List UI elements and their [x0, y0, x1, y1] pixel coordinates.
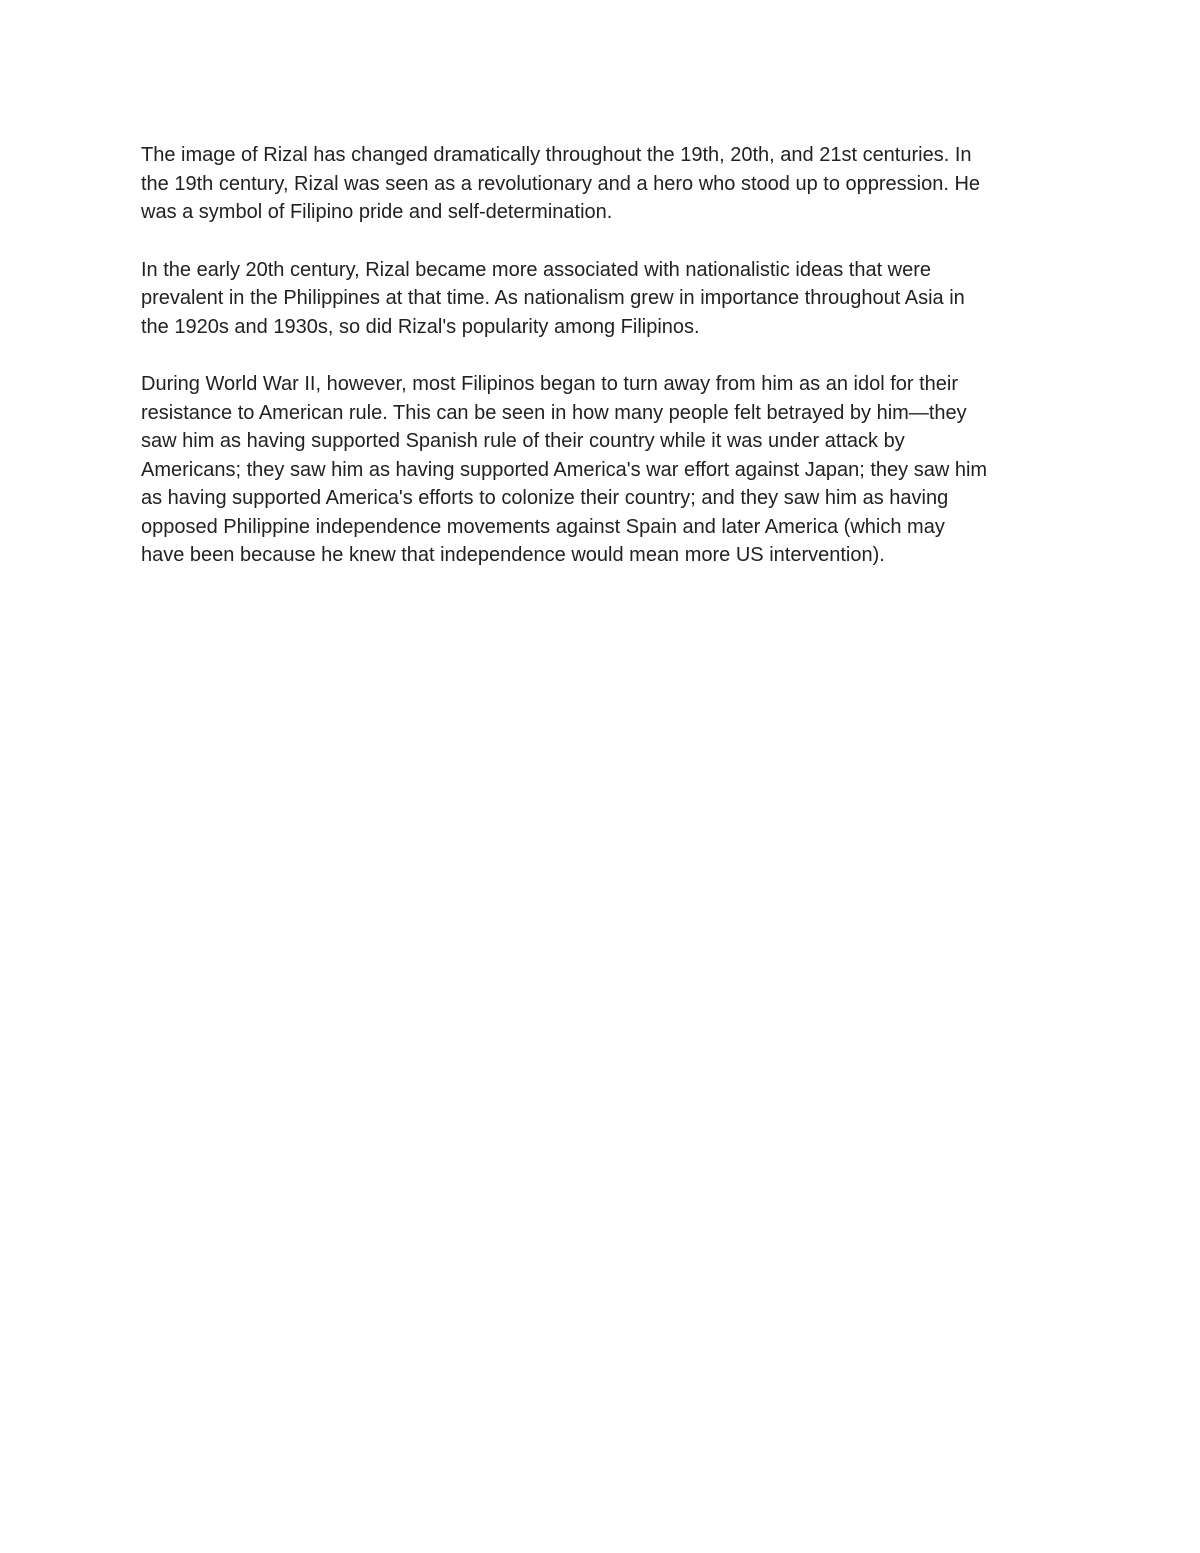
paragraph-line: was a symbol of Filipino pride and self-determination. [141, 201, 613, 223]
paragraph-3 [141, 370, 1061, 570]
paragraph-2 [141, 256, 1061, 342]
paragraph-line: have been because he knew that independence would mean more US intervention). [141, 544, 885, 566]
paragraph-line: saw him as having supported Spanish rule of their country while it was under attack by [141, 430, 905, 452]
paragraph-line: Americans; they saw him as having supported America's war effort against Japan; they saw him [141, 458, 988, 481]
paragraph-line: resistance to American rule. This can be seen in how many people felt betrayed by him—they [141, 401, 967, 424]
paragraph-line: The image of Rizal has changed dramatically throughout the 19th, 20th, and 21st centuries. In [141, 144, 972, 166]
paragraph-line: In the early 20th century, Rizal became more associated with nationalistic ideas that were [141, 258, 932, 281]
paragraph-line: the 1920s and 1930s, so did Rizal's popularity among Filipinos. [141, 315, 700, 338]
paragraph-line: the 19th century, Rizal was seen as a revolutionary and a hero who stood up to oppression. He [141, 172, 981, 195]
document-body [141, 141, 1061, 599]
paragraph-line: prevalent in the Philippines at that time. As nationalism grew in importance throughout Asia in [141, 287, 965, 309]
paragraph-line: opposed Philippine independence movements against Spain and later America (which may [141, 515, 945, 538]
paragraph-line: During World War II, however, most Filipinos began to turn away from him as an idol for their [141, 373, 959, 395]
paragraph-1 [141, 141, 1061, 227]
paragraph-line: as having supported America's efforts to colonize their country; and they saw him as having [141, 487, 949, 509]
